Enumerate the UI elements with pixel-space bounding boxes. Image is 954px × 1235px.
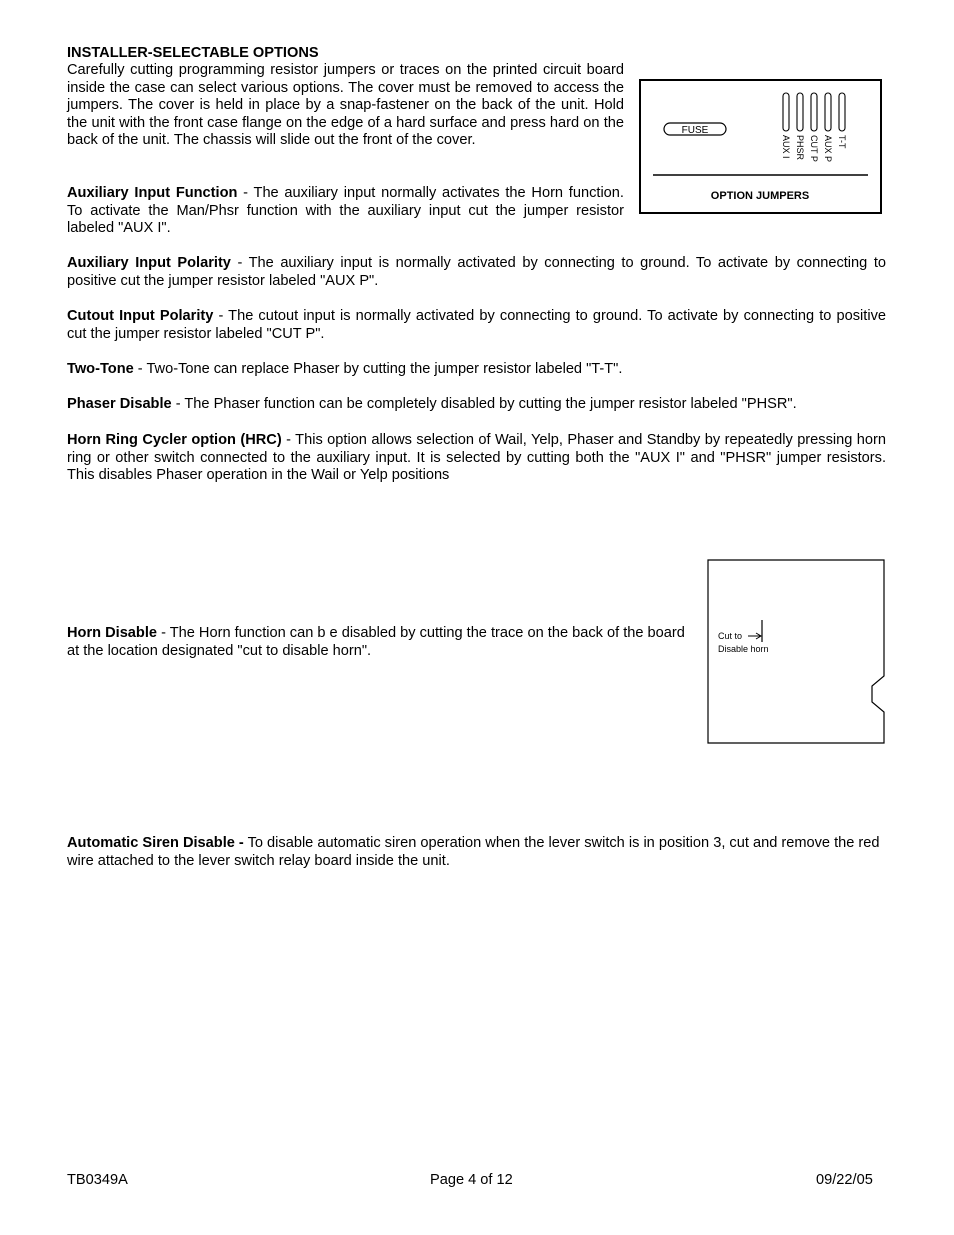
aux-input-function-term: Auxiliary Input Function	[67, 185, 238, 201]
aux-input-function-paragraph	[67, 185, 624, 238]
jumper-label: AUX P	[823, 135, 833, 163]
cutout-input-polarity-term: Cutout Input Polarity	[67, 308, 214, 324]
hrc-term: Horn Ring Cycler option (HRC)	[67, 432, 282, 448]
jumper-resistor-icon	[839, 93, 845, 131]
jumper-label: AUX I	[781, 135, 791, 159]
horn-disable-paragraph	[67, 625, 694, 660]
auto-siren-disable-text: To disable automatic siren operation when the lever switch is in position 3, cut and remove the red wire attached to the lever switch relay board inside the unit.	[67, 835, 880, 869]
cutout-input-polarity-paragraph	[67, 308, 886, 343]
jumper-label: T-T	[837, 135, 847, 149]
jumper-resistor-icon	[797, 93, 803, 131]
option-jumpers-diagram	[641, 81, 880, 212]
jumper-resistor-icon	[825, 93, 831, 131]
horn-disable-term: Horn Disable	[67, 625, 158, 641]
horn-disable-text: - The Horn function can b e disabled by cutting the trace on the back of the board at the location designated "cut to disable horn".	[67, 625, 685, 659]
section-heading: INSTALLER-SELECTABLE OPTIONS	[67, 45, 319, 61]
horn-figure-label-2: Disable horn	[718, 644, 769, 654]
jumper-resistor-icon	[783, 93, 789, 131]
jumper-label: PHSR	[795, 135, 805, 161]
horn-figure-label-1: Cut to	[718, 631, 743, 641]
hrc-text: - This option allows selection of Wail, Yelp, Phaser and Standby by repeatedly pressing horn ring or other switch connected to the auxiliary input. It is selected by cutting both the "AUX I" and "PHSR" jumper resistors. This disables Phaser operation in the Wail or Yelp positions	[67, 432, 886, 483]
intro-paragraph: Carefully cutting programming resistor jumpers or traces on the printed circuit board inside the case can select various options. The cover must be removed to access the jumpers. The cover is held in place by a snap-fastener on the back of the unit. Hold the unit with the front case flange on the edge of a hard surface and press hard on the back of the unit. The chassis will slide out the front of the cover.	[67, 62, 624, 148]
aux-input-polarity-paragraph	[67, 255, 886, 290]
phaser-disable-text: - The Phaser function can be completely disabled by cutting the jumper resistor labeled "PHSR".	[171, 396, 797, 412]
cutout-input-polarity-text: - The cutout input is normally activated by connecting to ground. To activate by connecting to positive cut the jumper resistor labeled "CUT P".	[67, 308, 886, 342]
jumper-label: CUT P	[809, 135, 819, 162]
footer-page-number: Page 4 of 12	[430, 1172, 513, 1188]
two-tone-text: - Two-Tone can replace Phaser by cutting the jumper resistor labeled "T-T".	[133, 361, 623, 377]
option-jumpers-figure	[639, 79, 882, 214]
auto-siren-disable-term: Automatic Siren Disable -	[67, 835, 244, 851]
option-jumpers-caption: OPTION JUMPERS	[710, 190, 810, 202]
footer-date: 09/22/05	[816, 1172, 873, 1188]
horn-disable-figure	[706, 558, 888, 746]
auto-siren-disable-paragraph	[67, 835, 886, 870]
jumper-resistors	[781, 93, 847, 162]
fuse-label: FUSE	[681, 125, 709, 136]
aux-input-polarity-term: Auxiliary Input Polarity	[67, 255, 231, 271]
phaser-disable-paragraph	[67, 396, 886, 414]
aux-input-polarity-text: - The auxiliary input is normally activated by connecting to ground. To activate by connecting to positive cut the jumper resistor labeled "AUX P".	[67, 255, 886, 289]
two-tone-paragraph	[67, 361, 886, 379]
phaser-disable-term: Phaser Disable	[67, 396, 172, 412]
hrc-paragraph	[67, 432, 886, 485]
footer-doc-id: TB0349A	[67, 1172, 128, 1188]
two-tone-term: Two-Tone	[67, 361, 134, 377]
jumper-resistor-icon	[811, 93, 817, 131]
aux-input-function-text: - The auxiliary input normally activates the Horn function. To activate the Man/Phsr function with the auxiliary input cut the jumper resistor labeled "AUX I".	[67, 185, 624, 236]
